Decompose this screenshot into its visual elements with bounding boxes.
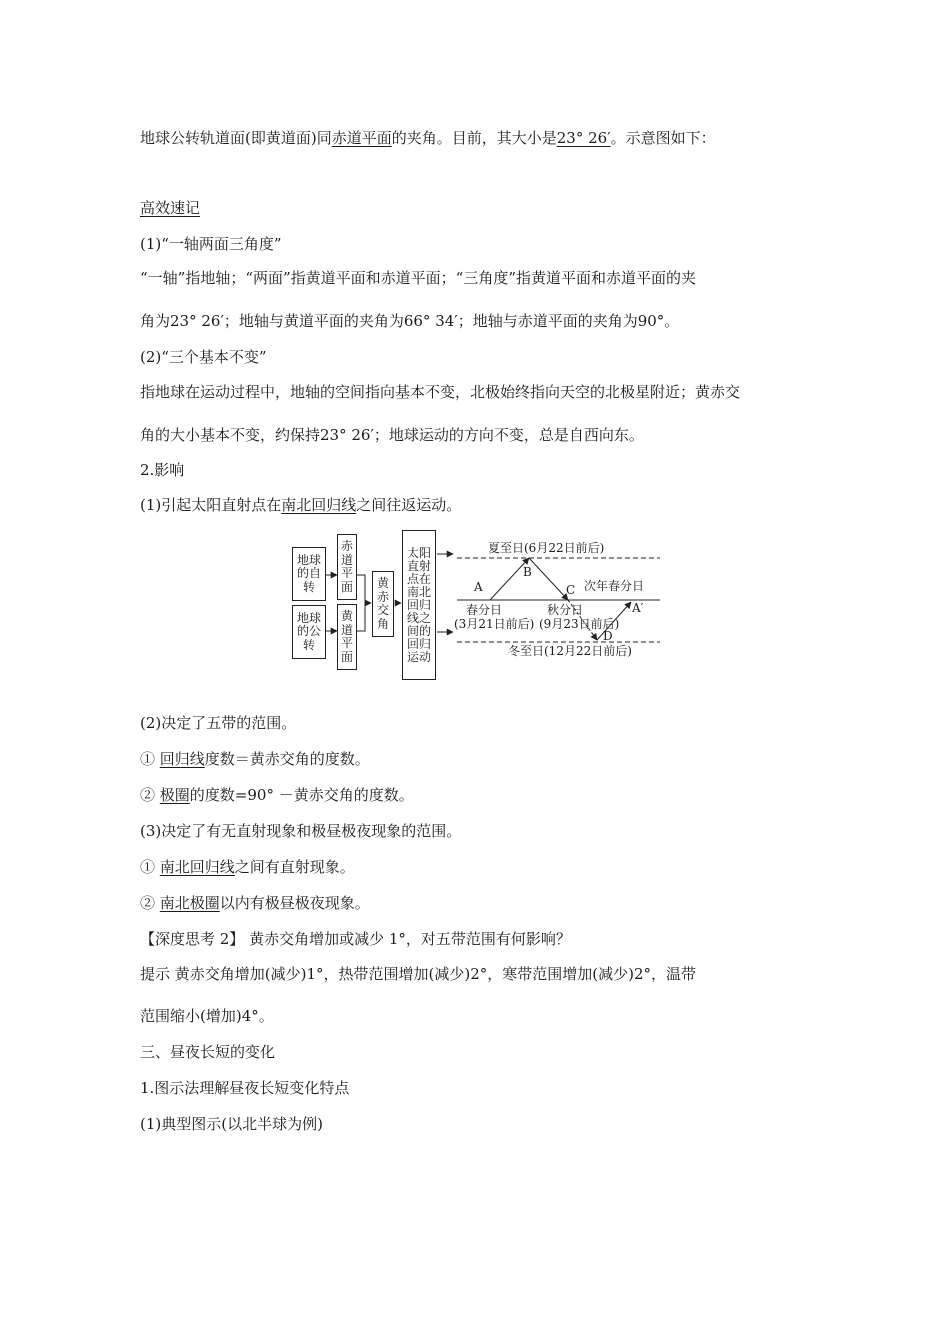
point1-line1: “一轴”指地轴；“两面”指黄道平面和赤道平面；“三角度”指黄道平面和赤道平面的夹 [140, 269, 697, 287]
intro-text-mid: 的夹角。目前，其大小是 [391, 129, 557, 147]
section2-title: 2.影响 [140, 461, 185, 479]
obliquity-diagram [285, 528, 665, 686]
influence-1 [140, 495, 461, 515]
box-earth-rotation: 地球的自转 [292, 547, 326, 601]
influence-1-underline: 南北回归线 [281, 496, 357, 514]
influence-3a: ① 南北回归线之间有直射现象。 [140, 858, 355, 876]
label-point-d: D [603, 629, 613, 643]
label-summer-solstice: 夏至日(6月22日前后) [488, 541, 605, 555]
intro-underline-equator: 赤道平面 [331, 129, 392, 147]
section3-item1-1: (1)典型图示(以北半球为例) [140, 1115, 323, 1133]
underline-tropics: 南北回归线 [159, 858, 235, 876]
intro-text-post: 。示意图如下： [610, 129, 716, 147]
label-point-b: B [523, 565, 532, 579]
label-next-spring-equinox: 次年春分日 [584, 579, 645, 593]
label-spring-equinox-date: (3月21日前后) [454, 617, 535, 631]
label-spring-equinox: 春分日 [466, 603, 503, 617]
point1-title: (1)“一轴两面三角度” [140, 235, 282, 253]
influence-1-pre: (1)引起太阳直射点在 [140, 496, 282, 514]
label-point-c: C [566, 583, 576, 597]
label-winter-solstice: 冬至日(12月22日前后) [508, 644, 632, 658]
influence-2: (2)决定了五带的范围。 [140, 714, 297, 732]
influence-3b: ② 南北极圈以内有极昼极夜现象。 [140, 894, 370, 912]
section3-title: 三、昼夜长短的变化 [140, 1043, 276, 1061]
box-subsolar-migration: 太阳直射点在南北回归线之间的回归运动 [402, 530, 436, 680]
label-autumn-equinox-date: (9月23日前后) [539, 617, 620, 631]
influence-3: (3)决定了有无直射现象和极昼极夜现象的范围。 [140, 822, 462, 840]
intro-text-pre: 地球公转轨道面(即黄道面)同 [140, 129, 332, 147]
section3-item1: 1.图示法理解昼夜长短变化特点 [140, 1079, 350, 1097]
label-point-a-prime: A′ [632, 601, 644, 615]
box-obliquity: 黄赤交角 [372, 571, 394, 637]
point2-line2: 角的大小基本不变，约保持23° 26′；地球运动的方向不变，总是自西向东。 [140, 426, 644, 444]
path-b-to-c [529, 558, 568, 600]
hint-line1: 提示 黄赤交角增加(减少)1°，热带范围增加(减少)2°，寒带范围增加(减少)2°，温带 [140, 965, 697, 983]
underline-polar-circles: 南北极圈 [159, 894, 220, 912]
influence-2b: ② 极圈的度数=90° －黄赤交角的度数。 [140, 786, 414, 804]
intro-underline-angle: 23° 26′ [556, 129, 611, 147]
intro-paragraph [140, 128, 716, 148]
deep-thinking-question: 【深度思考 2】 黄赤交角增加或减少 1°，对五带范围有何影响？ [140, 930, 571, 948]
bracket-planes [357, 575, 365, 631]
box-earth-revolution: 地球的公转 [292, 605, 326, 659]
influence-1-post: 之间往返运动。 [356, 496, 462, 514]
box-equatorial-plane: 赤道平面 [337, 534, 357, 600]
point1-line2: 角为23° 26′；地轴与黄道平面的夹角为66° 34′；地轴与赤道平面的夹角为90°。 [140, 312, 680, 330]
underline-polar-circle: 极圈 [159, 786, 190, 804]
point2-title: (2)“三个基本不变” [140, 348, 267, 366]
point2-line1: 指地球在运动过程中，地轴的空间指向基本不变，北极始终指向天空的北极星附近；黄赤交 [140, 383, 741, 401]
label-autumn-equinox: 秋分日 [547, 603, 584, 617]
underline-tropic: 回归线 [159, 750, 205, 768]
hint-line2: 范围缩小(增加)4°。 [140, 1007, 274, 1025]
memo-heading: 高效速记 [140, 199, 201, 217]
box-ecliptic-plane: 黄道平面 [337, 604, 357, 670]
label-point-a: A [474, 580, 483, 594]
influence-2a: ① 回归线度数＝黄赤交角的度数。 [140, 750, 370, 768]
